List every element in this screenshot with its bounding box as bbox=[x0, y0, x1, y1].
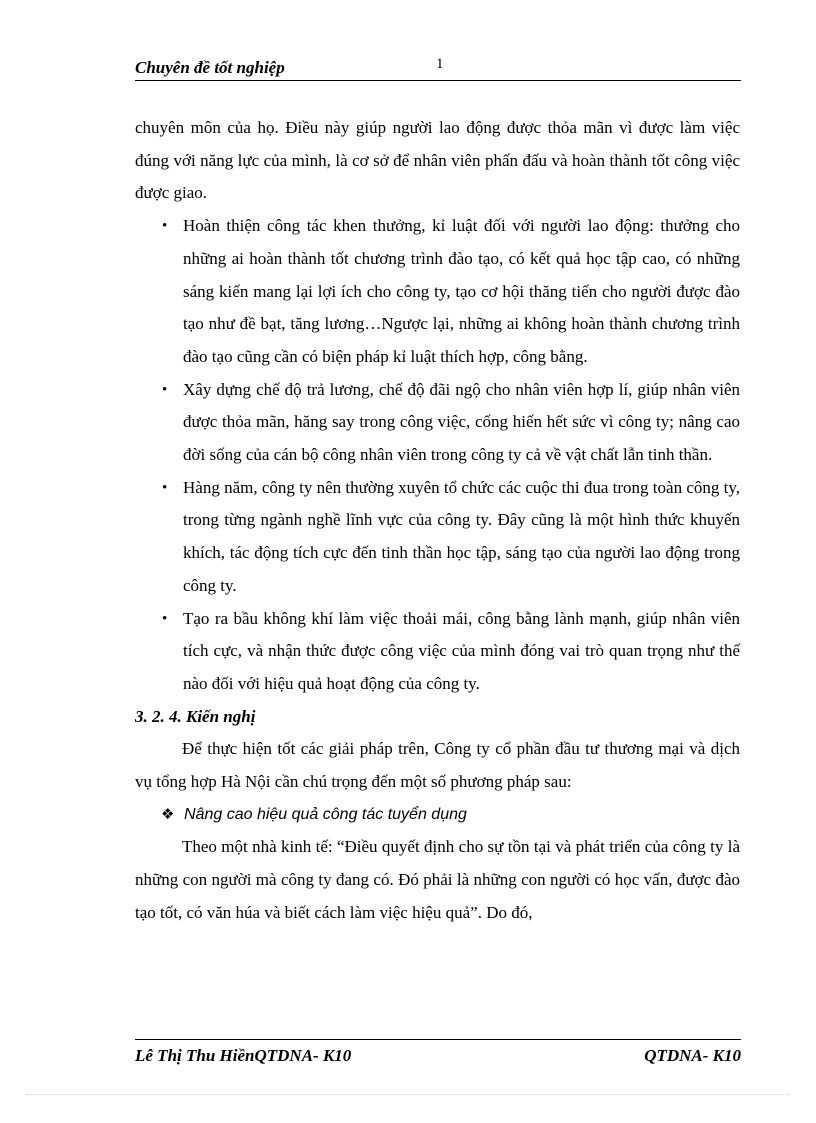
bullet-text: Tạo ra bầu không khí làm việc thoải mái, công bằng lành mạnh, giúp nhân viên tích cực, và nhận thức được công việc của mình đóng vai trò quan trọng như thế nào đối với hiệu quả hoạt động của công ty. bbox=[183, 608, 740, 693]
bullet-item bbox=[135, 603, 740, 701]
bullet-text: Hoàn thiện công tác khen thưởng, kỉ luật đối với người lao động: thưởng cho những ai hoàn thành tốt chương trình đào tạo, có kết quả học tập cao, có những sáng kiến mang lại lợi ích cho công ty, tạo cơ hội thăng tiến cho người được đào tạo như đề bạt, tăng lương…Ngược lại, những ai không hoàn thành chương trình đào tạo cũng cần có biện pháp kỉ luật thích hợp, công bằng. bbox=[183, 216, 740, 366]
bullet-icon: • bbox=[162, 610, 168, 627]
bullet-text: Xây dựng chế độ trả lương, chế độ đãi ngộ cho nhân viên hợp lí, giúp nhân viên được thỏa mãn, hăng say trong công việc, cống hiến hết sức vì công ty; nâng cao đời sống của cán bộ công nhân viên trong công ty cả về vật chất lẫn tinh thần. bbox=[183, 379, 740, 465]
page-number: 1 bbox=[436, 56, 444, 72]
page-header bbox=[135, 56, 741, 81]
body-text bbox=[135, 112, 740, 930]
bullet-icon: • bbox=[162, 381, 168, 398]
paragraph-quote: Theo một nhà kinh tế: “Điều quyết định cho sự tồn tại và phát triển của công ty là những con người mà công ty đang có. Đó phải là những con người có học vấn, được đào tạo tốt, có văn húa và biết cách làm việc hiệu quả”. Do đó, bbox=[135, 837, 740, 922]
paragraph-continuation: chuyên môn của họ. Điều này giúp người lao động được thỏa mãn vì được làm việc đúng với năng lực của mình, là cơ sở để nhân viên phấn đấu và hoàn thành tốt công việc được giao. bbox=[135, 118, 740, 203]
bullet-item bbox=[135, 210, 740, 374]
page-bottom-rule bbox=[26, 1094, 790, 1095]
bullet-item bbox=[135, 374, 740, 472]
bullet-text: Hàng năm, công ty nên thường xuyên tổ chức các cuộc thi đua trong toàn công ty, trong từng ngành nghề lĩnh vực của công ty. Đây cũng là một hình thức khuyến khích, tác động tích cực đến tinh thần học tập, sáng tạo của người lao động trong công ty. bbox=[183, 477, 740, 595]
section-heading: 3. 2. 4. Kiến nghị bbox=[135, 706, 256, 726]
page-footer bbox=[135, 1039, 741, 1070]
bullet-list bbox=[135, 210, 740, 701]
header-title: Chuyên đề tốt nghiệp bbox=[135, 58, 285, 77]
footer-class: QTDNA- K10 bbox=[644, 1046, 741, 1065]
diamond-bullet-icon: ❖ bbox=[161, 805, 175, 823]
bullet-icon: • bbox=[162, 479, 168, 496]
footer-author: Lê Thị Thu HiềnQTDNA- K10 bbox=[135, 1046, 352, 1065]
paragraph-intro: Để thực hiện tốt các giải pháp trên, Công ty cổ phần đầu tư thương mại và dịch vụ tổng hợp Hà Nội cần chú trọng đến một số phương pháp sau: bbox=[135, 739, 740, 792]
bullet-item bbox=[135, 472, 740, 603]
bullet-icon: • bbox=[162, 218, 168, 235]
diamond-list-item bbox=[135, 799, 740, 832]
diamond-item-text: Nâng cao hiệu quả công tác tuyển dụng bbox=[184, 805, 467, 823]
